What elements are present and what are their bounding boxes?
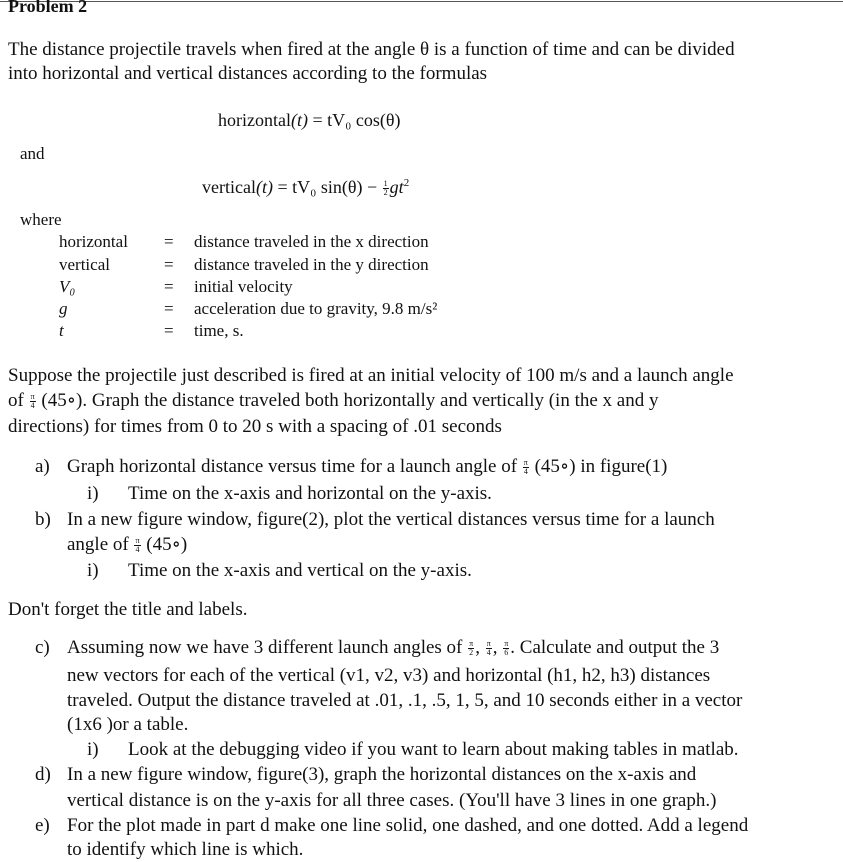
- task-c-text-1: Assuming now we have 3 different launch angles of $\frac{\pi}{2}$ , $\frac{\pi}{4}$ , $\frac{\pi}{6}$ . Calculate and output the 3: [67, 637, 720, 658]
- task-b-text-1: In a new figure window, figure(2), plot the vertical distances versus time for a launch: [67, 509, 715, 530]
- pi-over-4: $\frac{\pi}{4}$: [135, 536, 140, 555]
- horizontal-formula-name: horizontal: [218, 110, 291, 130]
- def-symbol: V₀: [59, 277, 76, 296]
- half-fraction: $\frac{1}{2}$: [383, 179, 388, 198]
- def-symbol: g: [59, 299, 68, 318]
- task-a-text: Graph horizontal distance versus time for a launch angle of $\frac{\pi}{4}$ (45∘) in figure(1): [67, 456, 668, 477]
- task-c-text-4: (1x6 )or a table.: [67, 714, 189, 735]
- vertical-formula: vertical(t) = tV₀ sin(θ) − $\frac{1}{2}$ $gt^2$: [202, 177, 410, 198]
- pi-over-6: $\frac{\pi}{6}$: [504, 639, 509, 658]
- task-d-text-2: vertical distance is on the y-axis for all three cases. (You'll have 3 lines in one graph.): [67, 790, 717, 811]
- def-equals: =: [164, 299, 174, 318]
- horizontal-formula: horizontal(t) = tV₀ cos(θ): [218, 110, 401, 130]
- intro-line-1: The distance projectile travels when fired at the angle θ is a function of time and can be divided: [8, 39, 735, 60]
- task-b-i-text: Time on the x-axis and vertical on the y-axis.: [128, 560, 472, 581]
- def-description: time, s.: [194, 321, 244, 340]
- def-description: initial velocity: [194, 277, 293, 296]
- pi-over-4: $\frac{\pi}{4}$: [486, 639, 491, 658]
- def-symbol: t: [59, 321, 64, 340]
- def-symbol: vertical: [59, 255, 110, 274]
- vertical-formula-tail: gt: [389, 177, 404, 197]
- task-b-i-label: i): [87, 560, 99, 581]
- scenario-line-1: Suppose the projectile just described is fired at an initial velocity of 100 m/s and a launch angle: [8, 365, 734, 386]
- task-c-i-label: i): [87, 739, 99, 760]
- reminder-text: Don't forget the title and labels.: [8, 599, 248, 620]
- def-description: distance traveled in the y direction: [194, 255, 429, 274]
- task-c-i-text: Look at the debugging video if you want to learn about making tables in matlab.: [128, 739, 739, 760]
- def-symbol: horizontal: [59, 232, 128, 251]
- def-equals: =: [164, 321, 174, 340]
- vertical-formula-exp: 2: [403, 177, 410, 189]
- def-description: acceleration due to gravity, 9.8 m/s²: [194, 299, 438, 318]
- task-e-text-1: For the plot made in part d make one line solid, one dashed, and one dotted. Add a legend: [67, 815, 749, 836]
- def-equals: =: [164, 255, 174, 274]
- task-a-label: a): [35, 456, 50, 477]
- task-b-text-2: angle of $\frac{\pi}{4}$ (45∘): [67, 534, 188, 555]
- task-e-label: e): [35, 815, 50, 836]
- def-description: distance traveled in the x direction: [194, 232, 429, 251]
- task-d-text-1: In a new figure window, figure(3), graph the horizontal distances on the x-axis and: [67, 764, 697, 785]
- where-label: where: [20, 210, 62, 229]
- task-a-i-text: Time on the x-axis and horizontal on the y-axis.: [128, 483, 492, 504]
- task-c-label: c): [35, 637, 50, 658]
- task-c-text-3: traveled. Output the distance traveled at .01, .1, .5, 1, 5, and 10 seconds either in a vector: [67, 690, 743, 711]
- scenario-line-3: directions) for times from 0 to 20 s with a spacing of .01 seconds: [8, 416, 502, 437]
- task-d-label: d): [35, 764, 51, 785]
- task-e-text-2: to identify which line is which.: [67, 839, 304, 860]
- intro-line-2: into horizontal and vertical distances according to the formulas: [8, 63, 488, 84]
- pi-over-2: $\frac{\pi}{2}$: [469, 639, 474, 658]
- pi-over-4: $\frac{\pi}{4}$: [30, 392, 35, 411]
- task-a-i-label: i): [87, 483, 99, 504]
- def-equals: =: [164, 277, 174, 296]
- vertical-formula-name: vertical: [202, 177, 256, 197]
- task-c-text-2: new vectors for each of the vertical (v1, v2, v3) and horizontal (h1, h2, h3) distances: [67, 665, 711, 686]
- top-rule: [0, 1, 843, 2]
- pi-over-4: $\frac{\pi}{4}$: [523, 458, 528, 477]
- def-equals: =: [164, 232, 174, 251]
- and-label: and: [20, 144, 45, 163]
- task-b-label: b): [35, 509, 51, 530]
- horizontal-formula-rhs: = tV₀ cos(θ): [312, 110, 401, 130]
- scenario-line-2: of $\frac{\pi}{4}$ (45∘). Graph the distance traveled both horizontally and vertically (in the x and y: [8, 390, 659, 411]
- vertical-formula-rhs: = tV₀ sin(θ) −: [277, 177, 378, 197]
- problem-title: Problem 2: [8, 0, 88, 16]
